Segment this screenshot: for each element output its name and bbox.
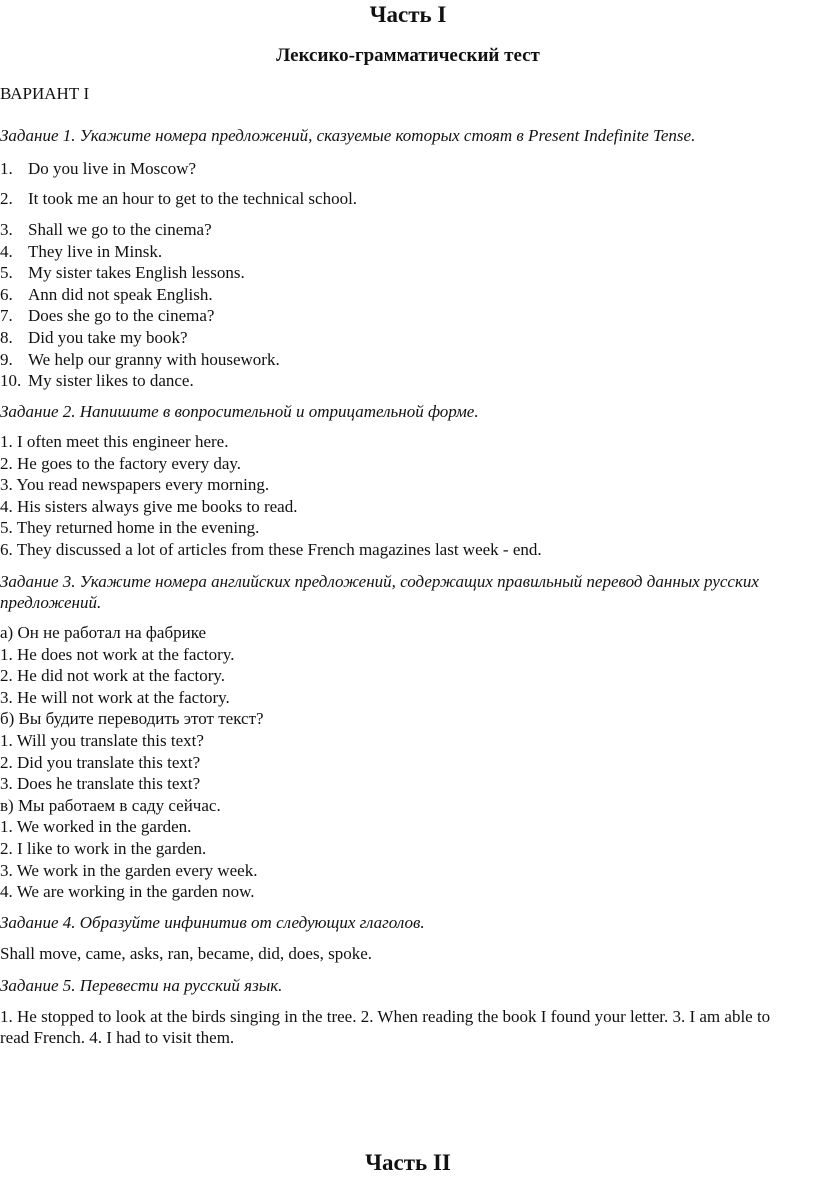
task1-instruction: Задание 1. Укажите номера предложений, сказуемые которых стоят в Present Indefinite Tense. — [0, 126, 696, 145]
list-item: 4. We are working in the garden now. — [0, 882, 255, 902]
task3-list — [0, 622, 800, 903]
item-number: 8. — [0, 327, 13, 347]
list-item: в) Мы работаем в саду сейчас. — [0, 795, 221, 815]
item-text: We help our granny with housework. — [28, 349, 280, 369]
task5-text: 1. He stopped to look at the birds singing in the tree. 2. When reading the book I found your letter. 3. I am able to read French. 4. I had to visit them. — [0, 1007, 771, 1047]
item-text: Do you live in Moscow? — [28, 159, 197, 178]
list-item: б) Вы будите переводить этот текст? — [0, 709, 264, 729]
item-number: 1. — [0, 159, 13, 178]
list-item: 5. They returned home in the evening. — [0, 518, 260, 538]
item-number: 7. — [0, 306, 13, 326]
list-item: 1. He does not work at the factory. — [0, 644, 235, 664]
item-number: 10. — [0, 371, 22, 391]
item-text: Shall we go to the cinema? — [28, 220, 212, 239]
item-text: Does she go to the cinema? — [28, 306, 215, 326]
item-text: Ann did not speak English. — [28, 284, 213, 304]
list-item: 3. We work in the garden every week. — [0, 860, 258, 880]
task3-instruction: Задание 3. Укажите номера английских предложений, содержащих правильный перевод данных русских предложений. — [0, 572, 759, 612]
list-item: 1. I often meet this engineer here. — [0, 432, 229, 451]
list-item: а) Он не работал на фабрике — [0, 623, 207, 642]
list-item: 2. I like to work in the garden. — [0, 838, 207, 858]
task2-instruction: Задание 2. Напишите в вопросительной и отрицательной форме. — [0, 402, 479, 421]
item-number: 4. — [0, 241, 13, 261]
part2-title: Часть II — [365, 1150, 451, 1175]
list-item: 1. Will you translate this text? — [0, 730, 204, 750]
list-item — [0, 241, 800, 263]
list-item: 1. We worked in the garden. — [0, 817, 192, 837]
list-item: 3. You read newspapers every morning. — [0, 475, 270, 495]
item-text: My sister likes to dance. — [28, 371, 194, 391]
list-item — [0, 349, 800, 371]
item-number: 9. — [0, 349, 13, 369]
task1-list-b — [0, 219, 800, 392]
item-text: It took me an hour to get to the technical school. — [28, 189, 358, 208]
part1-title: Часть I — [369, 2, 447, 27]
list-item — [0, 219, 800, 241]
task1-list-a — [0, 154, 800, 214]
task4-text: Shall move, came, asks, ran, became, did, does, spoke. — [0, 944, 373, 963]
list-item: 6. They discussed a lot of articles from these French magazines last week - end. — [0, 539, 542, 559]
list-item — [0, 262, 800, 284]
list-item — [0, 284, 800, 306]
item-text: My sister takes English lessons. — [28, 263, 245, 283]
test-title: Лексико-грамматический тест — [276, 45, 540, 66]
item-number: 3. — [0, 220, 13, 239]
item-number: 5. — [0, 263, 13, 283]
task4-instruction: Задание 4. Образуйте инфинитив от следующих глаголов. — [0, 913, 425, 932]
list-item: 2. Did you translate this text? — [0, 752, 201, 772]
item-text: They live in Minsk. — [28, 241, 163, 261]
list-item — [0, 327, 800, 349]
item-number: 2. — [0, 189, 13, 208]
variant-label: ВАРИАНТ I — [0, 84, 90, 103]
list-item: 3. He will not work at the factory. — [0, 687, 230, 707]
item-text: Did you take my book? — [28, 327, 188, 347]
task5-instruction: Задание 5. Перевести на русский язык. — [0, 976, 283, 995]
list-item — [0, 305, 800, 327]
list-item: 2. He goes to the factory every day. — [0, 453, 242, 473]
list-item: 2. He did not work at the factory. — [0, 666, 226, 686]
item-number: 6. — [0, 284, 13, 304]
list-item: 3. Does he translate this text? — [0, 774, 201, 794]
list-item: 4. His sisters always give me books to read. — [0, 496, 298, 516]
list-item — [0, 370, 800, 392]
task2-list — [0, 431, 800, 561]
list-item — [0, 184, 800, 214]
list-item — [0, 154, 800, 184]
